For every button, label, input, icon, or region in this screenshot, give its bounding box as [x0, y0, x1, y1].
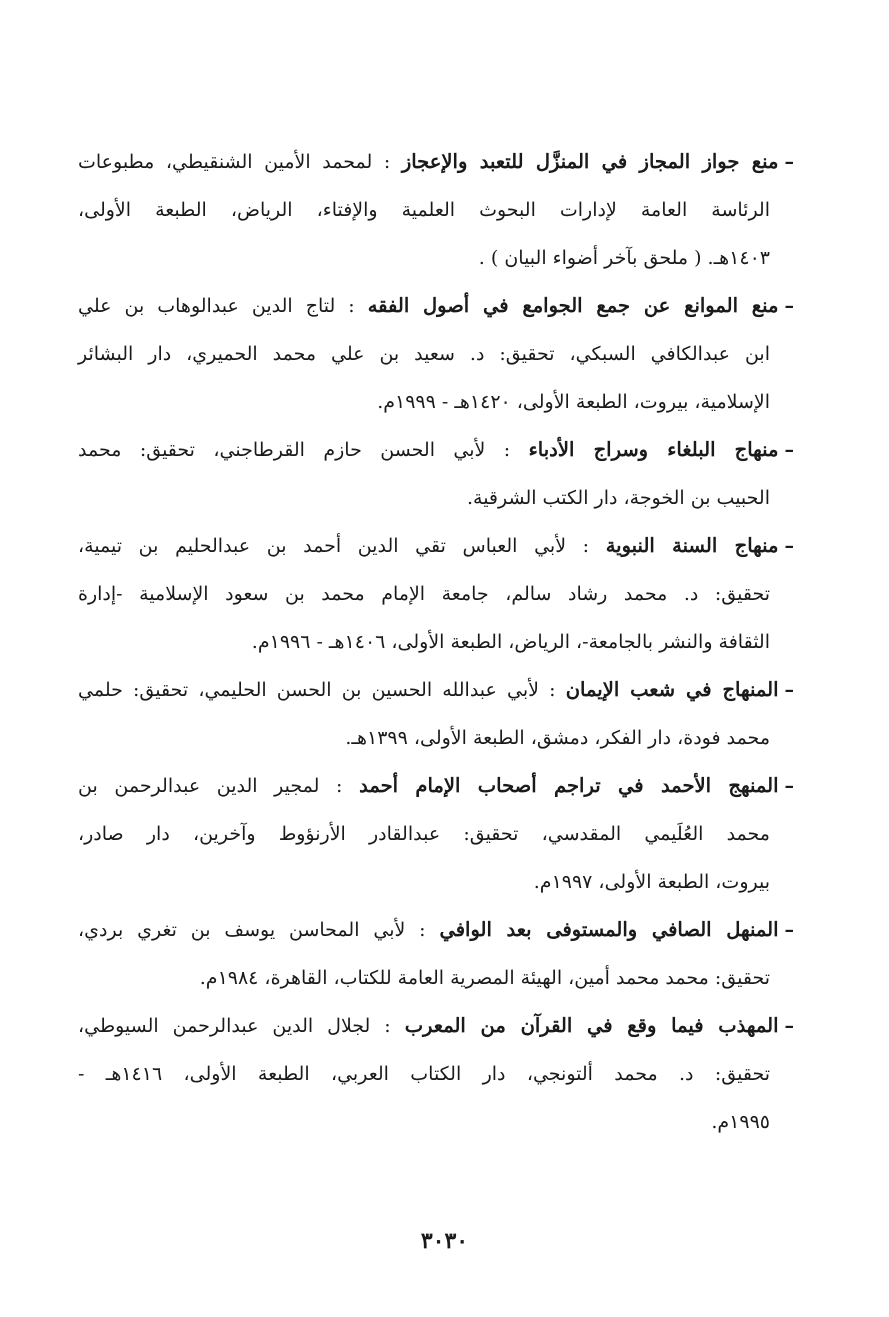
entry-first-line — [78, 1002, 794, 1050]
entry-title: منع الموانع عن جمع الجوامع في أصول الفقه — [367, 294, 779, 317]
entry-text: : لأبي عبدالله الحسين بن الحسن الحليمي، تحقيق: حلمي — [78, 679, 556, 701]
bibliography-entry — [78, 906, 794, 1002]
entry-dash: – — [784, 1015, 794, 1037]
entry-title: منع جواز المجاز في المنزَّل للتعبد والإعجاز — [401, 150, 779, 173]
entry-title: المنهج الأحمد في تراجم أصحاب الإمام أحمد — [359, 774, 779, 797]
entry-first-line — [78, 138, 794, 186]
bibliography-entry — [78, 522, 794, 666]
entry-dash: – — [784, 679, 794, 701]
entry-line: محمد العُلَيمي المقدسي، تحقيق: عبدالقادر الأرنؤوط وآخرين، دار صادر، — [78, 823, 770, 845]
entry-first-line — [78, 522, 794, 570]
entry-line: الإسلامية، بيروت، الطبعة الأولى، ١٤٢٠هـ - ١٩٩٩م. — [377, 391, 770, 413]
bibliography-entry — [78, 666, 794, 762]
entry-line: الرئاسة العامة لإدارات البحوث العلمية والإفتاء، الرياض، الطبعة الأولى، — [78, 199, 770, 221]
entry-text: : لمجير الدين عبدالرحمن بن — [78, 775, 343, 797]
entry-line: تحقيق: د. محمد ألتونجي، دار الكتاب العربي، الطبعة الأولى، ١٤١٦هـ - — [78, 1063, 771, 1085]
entry-dash: – — [784, 439, 795, 461]
entry-dash: – — [784, 919, 794, 941]
entry-title: منهاج البلغاء وسراج الأدباء — [528, 438, 779, 461]
entry-title: المهذب فيما وقع في القرآن من المعرب — [404, 1014, 779, 1037]
entry-title: المنهل الصافي والمستوفى بعد الوافي — [439, 918, 779, 941]
bibliography-list — [78, 138, 794, 1146]
entry-text: : لأبي الحسن حازم القرطاجني، تحقيق: محمد — [78, 439, 511, 461]
entry-text: : لمحمد الأمين الشنقيطي، مطبوعات — [78, 151, 391, 173]
entry-first-line — [78, 762, 794, 810]
entry-text: : لأبي المحاسن يوسف بن تغري بردي، — [78, 919, 426, 941]
entry-line: ١٤٠٣هـ. ( ملحق بآخر أضواء البيان ) . — [478, 247, 770, 269]
entry-line: تحقيق: محمد محمد أمين، الهيئة المصرية العامة للكتاب، القاهرة، ١٩٨٤م. — [199, 967, 770, 989]
entry-first-line — [78, 282, 794, 330]
entry-dash: – — [784, 775, 795, 797]
entry-line: تحقيق: د. محمد رشاد سالم، جامعة الإمام محمد بن سعود الإسلامية -إدارة — [78, 583, 770, 605]
entry-text: : لتاج الدين عبدالوهاب بن علي — [78, 295, 355, 317]
entry-line: محمد فودة، دار الفكر، دمشق، الطبعة الأولى، ١٣٩٩هـ. — [345, 727, 770, 749]
entry-first-line — [78, 426, 794, 474]
entry-title: المنهاج في شعب الإيمان — [565, 678, 779, 701]
entry-text: : لجلال الدين عبدالرحمن السيوطي، — [78, 1015, 391, 1037]
bibliography-entry — [78, 282, 794, 426]
entry-line: الثقافة والنشر بالجامعة-، الرياض، الطبعة الأولى، ١٤٠٦هـ - ١٩٩٦م. — [251, 631, 770, 653]
entry-line: ابن عبدالكافي السبكي، تحقيق: د. سعيد بن علي محمد الحميري، دار البشائر — [78, 343, 770, 365]
page-number: ٣٠٣٠ — [420, 1228, 469, 1254]
entry-dash: – — [784, 535, 794, 557]
entry-dash: – — [784, 151, 794, 173]
entry-line: بيروت، الطبعة الأولى، ١٩٩٧م. — [533, 871, 770, 893]
entry-line: ١٩٩٥م. — [711, 1111, 770, 1133]
bibliography-entry — [78, 426, 794, 522]
entry-title: منهاج السنة النبوية — [605, 534, 779, 557]
bibliography-entry — [78, 138, 794, 282]
bibliography-entry — [78, 1002, 794, 1146]
entry-first-line — [78, 906, 794, 954]
bibliography-entry — [78, 762, 794, 906]
entry-first-line — [78, 666, 794, 714]
entry-text: : لأبي العباس تقي الدين أحمد بن عبدالحليم بن تيمية، — [78, 535, 590, 557]
entry-line: الحبيب بن الخوجة، دار الكتب الشرقية. — [466, 487, 770, 509]
entry-dash: – — [784, 295, 794, 317]
